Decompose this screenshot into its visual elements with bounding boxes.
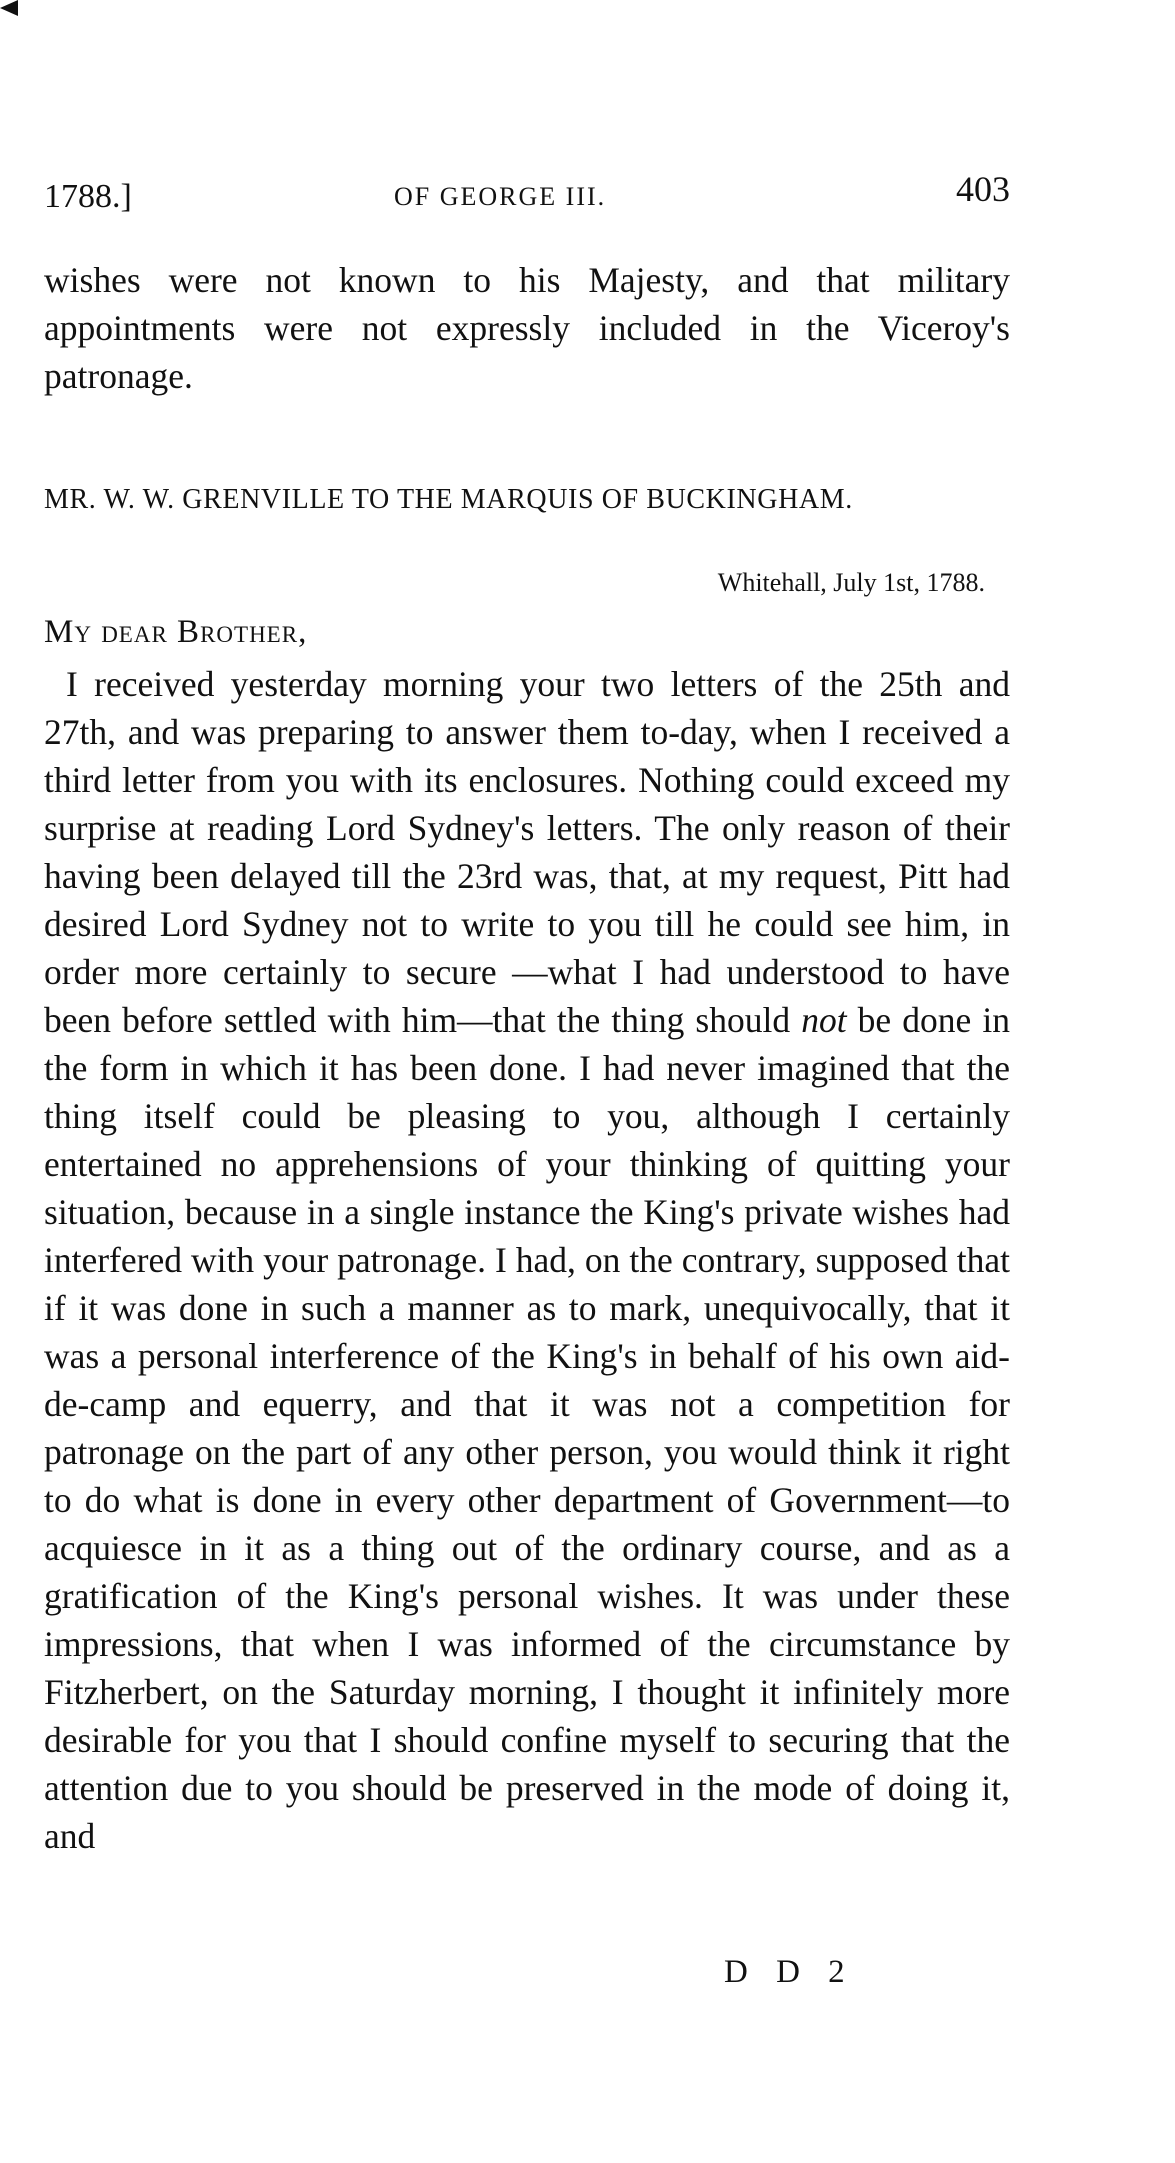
page-corner-marker-icon — [0, 0, 18, 16]
letter-body-text-part-2: be done in the form in which it has been done. I had never imagined that the thing itself could be pleasing to you, although I certainly entertained no apprehensions of your thinking of quitting your situation, because in a single instance the King's private wishes had interfered with your patronage. I had, on the contrary, supposed that if it was done in such a manner as to mark, unequivocally, that it was a personal interference of the King's in behalf of his own aid-de-camp and equerry, and that it was not a competition for patronage on the part of any other person, you would think it right to do what is done in every other department of Government—to acquiesce in it as a thing out of the ordinary course, and as a gratification of the King's personal wishes. It was under these impressions, that when I was informed of the circumstance by Fitzherbert, on the Saturday morning, I thought it infinitely more desirable for you that I should confine myself to securing that the attention due to you should be preserved in the mode of doing it, and — [44, 1000, 1010, 1856]
running-head-title: OF GEORGE III. — [394, 182, 607, 211]
letter-salutation: My dear Brother, — [44, 614, 308, 650]
letter-body-emphasis: not — [801, 1000, 847, 1040]
continuation-paragraph: wishes were not known to his Majesty, and that military appointments were not expressly included in the Viceroy's patronage. — [44, 260, 1010, 396]
letter-body — [44, 660, 1010, 1860]
letter-body-text-part-1: I received yesterday morning your two letters of the 25th and 27th, and was preparing to answer them to-day, when I received a third letter from you with its enclosures. Nothing could exceed my surprise at reading Lord Sydney's letters. The only reason of their having been delayed till the 23rd was, that, at my request, Pitt had desired Lord Sydney not to write to you till he could see him, in order more certainly to secure —what I had understood to have been before settled with him—that the thing should — [44, 664, 1010, 1040]
running-head — [44, 168, 1010, 218]
running-head-year: 1788.] — [44, 178, 132, 215]
letter-heading: MR. W. W. GRENVILLE TO THE MARQUIS OF BUCKINGHAM. — [44, 484, 853, 515]
signature-mark: D D 2 — [724, 1954, 855, 1990]
letter-dateline: Whitehall, July 1st, 1788. — [717, 568, 985, 597]
page-number: 403 — [956, 169, 1010, 209]
